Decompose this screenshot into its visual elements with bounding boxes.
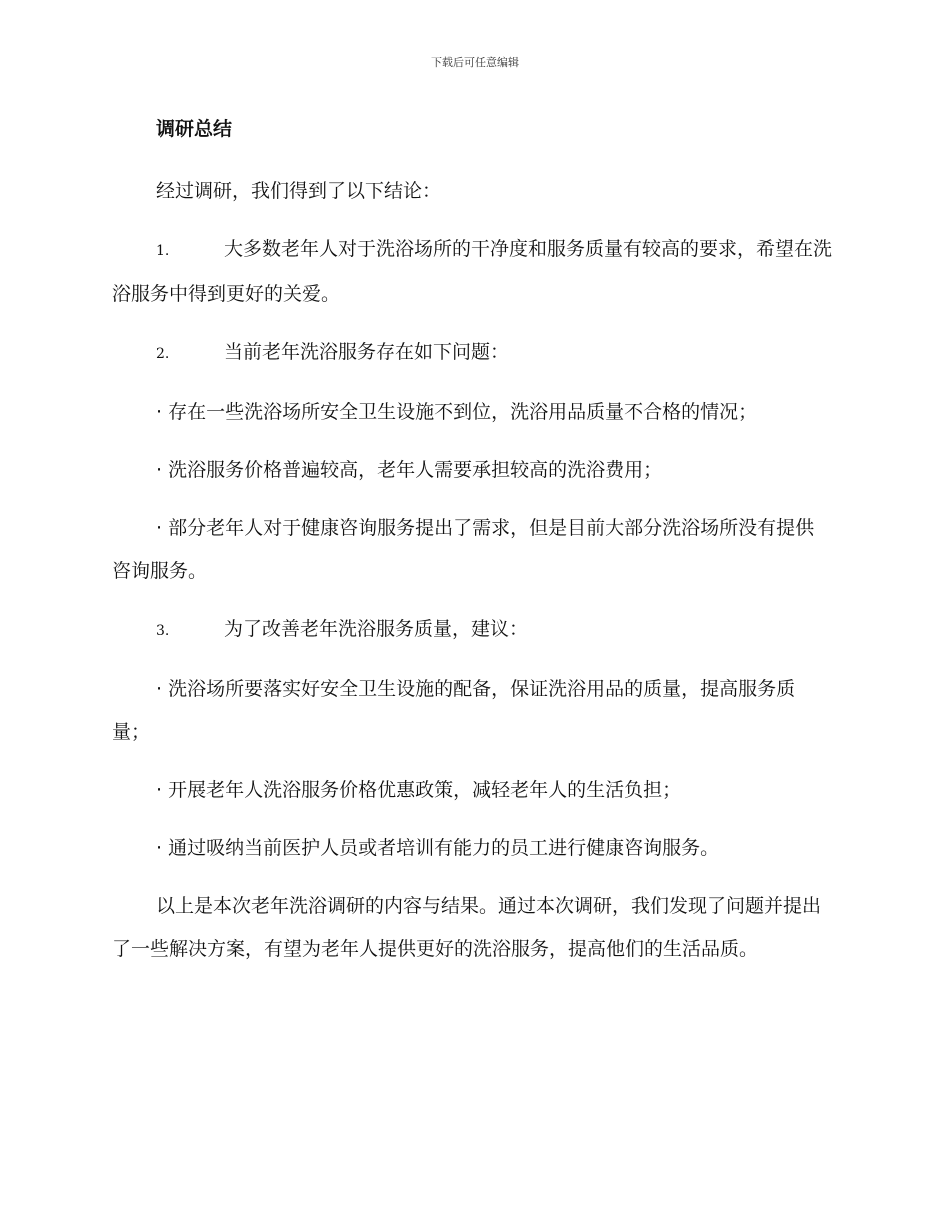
bullet-item: · 洗浴服务价格普遍较高，老年人需要承担较高的洗浴费用； — [156, 459, 663, 481]
bullet-item: · 通过吸纳当前医护人员或者培训有能力的员工进行健康咨询服务。 — [156, 837, 720, 859]
bullet-item: · 开展老年人洗浴服务价格优惠政策，减轻老年人的生活负担； — [156, 779, 682, 801]
item-number: 2. — [156, 346, 170, 362]
bullet-item: · 洗浴场所要落实好安全卫生设施的配备，保证洗浴用品的质量，提高服务质量； — [112, 678, 796, 743]
item-number: 3. — [156, 623, 170, 639]
section-heading: 调研总结 — [156, 118, 233, 140]
item-text: 为了改善老年洗浴服务质量，建议： — [224, 618, 529, 640]
numbered-item-1 — [112, 228, 832, 316]
numbered-item-2 — [112, 331, 832, 376]
item-text: 大多数老年人对于洗浴场所的干净度和服务质量有较高的要求，希望在洗浴服务中得到更好的关爱。 — [112, 238, 833, 305]
bullet-item: · 部分老年人对于健康咨询服务提出了需求，但是目前大部分洗浴场所没有提供咨询服务。 — [112, 517, 815, 582]
document-body — [112, 114, 832, 986]
intro-paragraph: 经过调研，我们得到了以下结论： — [156, 180, 442, 202]
item-number: 1. — [156, 243, 170, 259]
numbered-item-3 — [112, 608, 832, 653]
bullet-item: · 存在一些洗浴场所安全卫生设施不到位，洗浴用品质量不合格的情况； — [156, 401, 758, 423]
item-text: 当前老年洗浴服务存在如下问题： — [224, 341, 510, 363]
header-note: 下载后可任意编辑 — [431, 56, 519, 69]
conclusion-paragraph: 以上是本次老年洗浴调研的内容与结果。通过本次调研，我们发现了问题并提出了一些解决方案，有望为老年人提供更好的洗浴服务，提高他们的生活品质。 — [112, 895, 822, 960]
